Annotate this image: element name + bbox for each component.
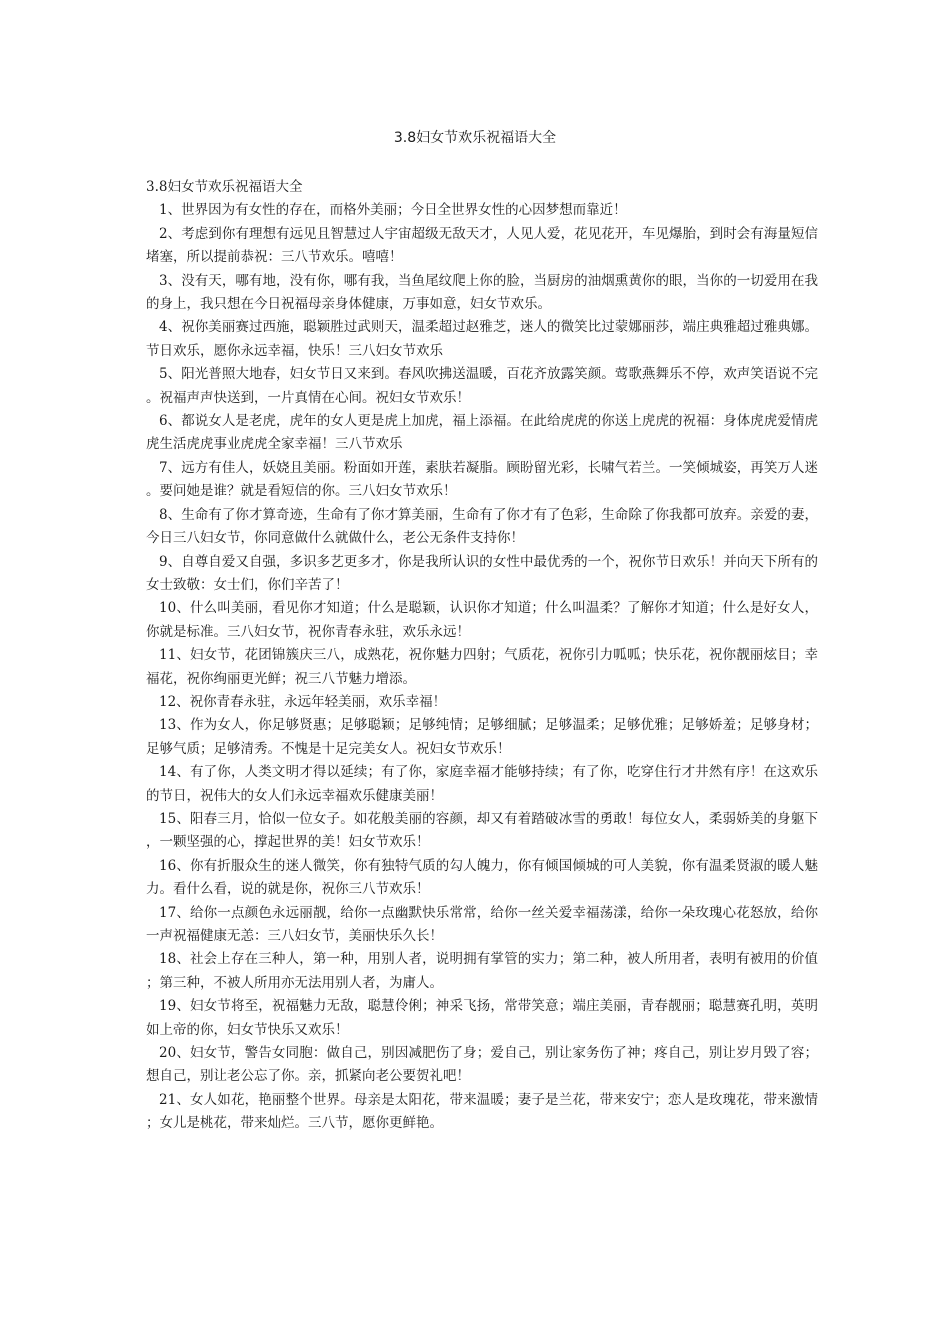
- paragraph: 8、生命有了你才算奇迹，生命有了你才算美丽，生命有了你才有了色彩，生命除了你我都可放弃。亲爱的妻，今日三八妇女节，你同意做什么就做什么，老公无条件支持你！: [146, 506, 818, 547]
- document-body: [146, 176, 818, 1136]
- paragraph: 20、妇女节，警告女同胞：做自己，别因减肥伤了身；爱自己，别让家务伤了神；疼自己，别让岁月毁了容；想自己，别让老公忘了你。亲，抓紧向老公要贺礼吧！: [146, 1045, 818, 1085]
- paragraph: 10、什么叫美丽，看见你才知道；什么是聪颖，认识你才知道；什么叫温柔？了解你才知道；什么是好女人，你就是标准。三八妇女节，祝你青春永驻，欢乐永远！: [146, 600, 818, 640]
- paragraph: 18、社会上存在三种人，第一种，用别人者，说明拥有掌管的实力；第二种，被人所用者，表明有被用的价值；第三种，不被人所用亦无法用别人者，为庸人。: [146, 951, 818, 991]
- paragraph: 11、妇女节，花团锦簇庆三八，成熟花，祝你魅力四射；气质花，祝你引力呱呱；快乐花，祝你靓丽炫目；幸福花，祝你绚丽更光鲜；祝三八节魅力增添。: [146, 647, 818, 687]
- page-title: 3.8妇女节欢乐祝福语大全: [393, 130, 557, 146]
- paragraph: 15、阳春三月，恰似一位女子。如花般美丽的容颜，却又有着踏破冰雪的勇敢！每位女人，柔弱娇美的身躯下，一颗坚强的心，撑起世界的美！妇女节欢乐！: [146, 810, 818, 851]
- paragraph: 19、妇女节将至，祝福魅力无敌，聪慧伶俐；神采飞扬，常带笑意；端庄美丽，青春靓丽；聪慧赛孔明，英明如上帝的你，妇女节快乐又欢乐！: [146, 998, 818, 1038]
- paragraph: 3、没有天，哪有地，没有你，哪有我，当鱼尾纹爬上你的脸，当厨房的油烟熏黄你的眼，当你的一切爱用在我的身上，我只想在今日祝福母亲身体健康，万事如意，妇女节欢乐。: [146, 272, 818, 313]
- paragraph: 21、女人如花，艳丽整个世界。母亲是太阳花，带来温暖；妻子是兰花，带来安宁；恋人是玫瑰花，带来激情；女儿是桃花，带来灿烂。三八节，愿你更鲜艳。: [146, 1091, 818, 1132]
- paragraph: 6、都说女人是老虎，虎年的女人更是虎上加虎，福上添福。在此给虎虎的你送上虎虎的祝福：身体虎虎爱情虎虎生活虎虎事业虎虎全家幸福！三八节欢乐: [146, 413, 818, 453]
- paragraph: 12、祝你青春永驻，永远年轻美丽，欢乐幸福！: [159, 693, 447, 710]
- paragraph: 9、自尊自爱又自强，多识多艺更多才，你是我所认识的女性中最优秀的一个，祝你节日欢乐！并向天下所有的女士致敬：女士们，你们辛苦了！: [146, 553, 818, 593]
- paragraph: 4、祝你美丽赛过西施，聪颖胜过武则天，温柔超过赵雅芝，迷人的微笑比过蒙娜丽莎，端庄典雅超过雅典娜。节日欢乐，愿你永远幸福，快乐！三八妇女节欢乐: [146, 319, 818, 359]
- paragraph: 1、世界因为有女性的存在，而格外美丽；今日全世界女性的心因梦想而靠近！: [159, 202, 627, 219]
- paragraph: 17、给你一点颜色永远丽靓，给你一点幽默快乐常常，给你一丝关爱幸福荡漾，给你一朵玫瑰心花怒放，给你一声祝福健康无恙：三八妇女节，美丽快乐久长！: [146, 904, 818, 944]
- paragraph: 14、有了你，人类文明才得以延续；有了你，家庭幸福才能够持续；有了你，吃穿住行才井然有序！在这欢乐的节日，祝伟大的女人们永远幸福欢乐健康美丽！: [146, 764, 818, 804]
- paragraph: 7、远方有佳人，妖娆且美丽。粉面如开莲，素肤若凝脂。顾盼留光彩，长啸气若兰。一笑倾城姿，再笑万人迷。要问她是谁？就是看短信的你。三八妇女节欢乐！: [146, 459, 818, 500]
- paragraph: 5、阳光普照大地春，妇女节日又来到。春风吹拂送温暖，百花齐放露笑颜。莺歌燕舞乐不停，欢声笑语说不完。祝福声声快送到，一片真情在心间。祝妇女节欢乐！: [146, 366, 818, 406]
- paragraph: 13、作为女人，你足够贤惠；足够聪颖；足够纯情；足够细腻；足够温柔；足够优雅；足够娇羞；足够身材；足够气质；足够清秀。不愧是十足完美女人。祝妇女节欢乐！: [146, 717, 818, 757]
- document-subtitle: 3.8妇女节欢乐祝福语大全: [146, 179, 303, 195]
- paragraph: 2、考虑到你有理想有远见且智慧过人宇宙超级无敌天才，人见人爱，花见花开，车见爆胎，到时会有海量短信堵塞，所以提前恭祝：三八节欢乐。嘻嘻！: [146, 225, 818, 266]
- paragraph: 16、你有折服众生的迷人微笑，你有独特气质的勾人魄力，你有倾国倾城的可人美貌，你有温柔贤淑的暖人魅力。看什么看，说的就是你，祝你三八节欢乐！: [146, 857, 818, 898]
